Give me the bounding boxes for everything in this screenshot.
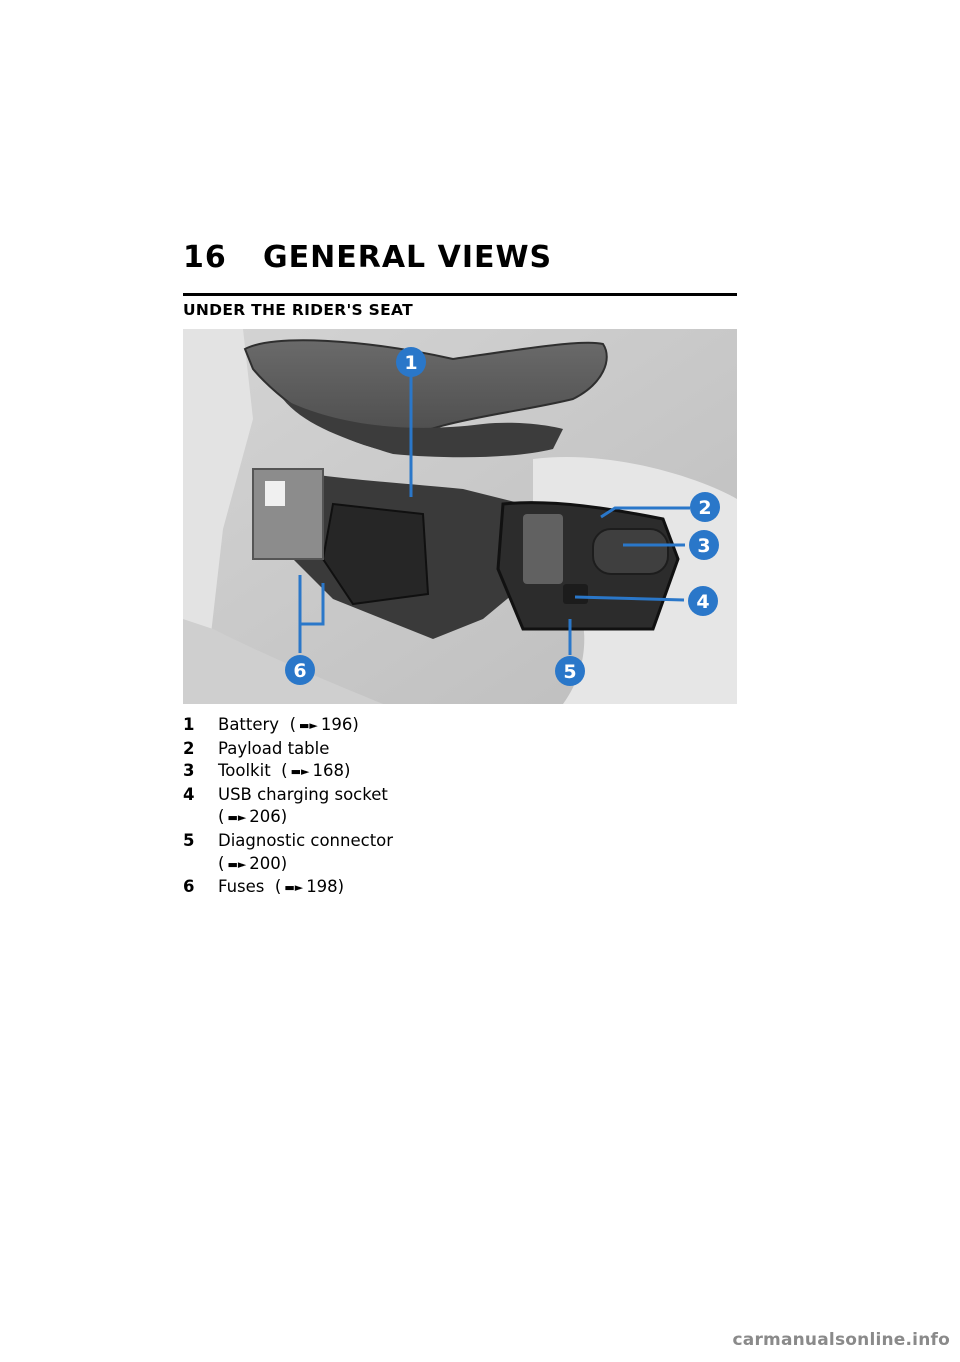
legend-item (183, 714, 483, 738)
arrow-right-icon: ▬► (284, 881, 304, 895)
section-title: UNDER THE RIDER'S SEAT (183, 301, 413, 319)
toolkit (593, 529, 668, 574)
legend-label: Fuses (218, 877, 265, 897)
fuse-box-area (253, 469, 323, 559)
legend-label: USB charging socket (218, 784, 388, 804)
svg-text:2: 2 (698, 497, 712, 519)
legend-label: Diagnostic connector (218, 830, 394, 850)
chapter-title: GENERAL VIEWS (263, 240, 553, 275)
svg-text:3: 3 (697, 535, 711, 557)
header-rule (183, 293, 737, 296)
legend-number: 1 (183, 715, 195, 734)
seat-illustration (183, 329, 737, 704)
arrow-right-icon: ▬► (227, 811, 247, 825)
page-number: 16 (183, 240, 227, 275)
page-reference[interactable]: ( ▬► 206) (218, 807, 287, 826)
page-header (183, 240, 737, 280)
legend-item (183, 760, 483, 784)
page-reference[interactable]: ( ▬► 196) (290, 715, 359, 734)
legend-item (183, 876, 483, 900)
arrow-right-icon: ▬► (299, 719, 318, 732)
callout-3 (689, 530, 719, 560)
callout-6 (285, 655, 315, 685)
legend-number: 5 (183, 830, 195, 850)
page-reference[interactable]: ( ▬► 200) (218, 854, 287, 873)
legend-number: 4 (183, 784, 195, 804)
usb-socket (563, 584, 588, 604)
legend-number: 3 (183, 761, 195, 781)
fuse-label (265, 481, 285, 506)
callout-5 (555, 656, 585, 686)
svg-text:1: 1 (404, 352, 418, 374)
legend-list (183, 714, 483, 900)
callout-1 (396, 347, 426, 377)
legend-label: Payload table (218, 738, 330, 758)
page-reference[interactable]: ( ▬► 168) (281, 761, 350, 780)
svg-text:6: 6 (293, 660, 307, 682)
callout-2 (690, 492, 720, 522)
legend-item (183, 830, 483, 876)
callout-4 (688, 586, 718, 616)
svg-text:5: 5 (563, 661, 577, 683)
legend-number: 2 (183, 738, 195, 758)
legend-item (183, 738, 483, 761)
page-reference[interactable]: ( ▬► 198) (275, 877, 344, 896)
payload-table (523, 514, 563, 584)
watermark: carmanualsonline.info (732, 1330, 950, 1350)
legend-label: Toolkit (218, 761, 271, 781)
arrow-right-icon: ▬► (290, 765, 310, 779)
svg-text:4: 4 (696, 591, 710, 613)
legend-item (183, 784, 483, 830)
legend-label: Battery (218, 715, 280, 734)
arrow-right-icon: ▬► (227, 857, 247, 871)
legend-number: 6 (183, 877, 195, 897)
